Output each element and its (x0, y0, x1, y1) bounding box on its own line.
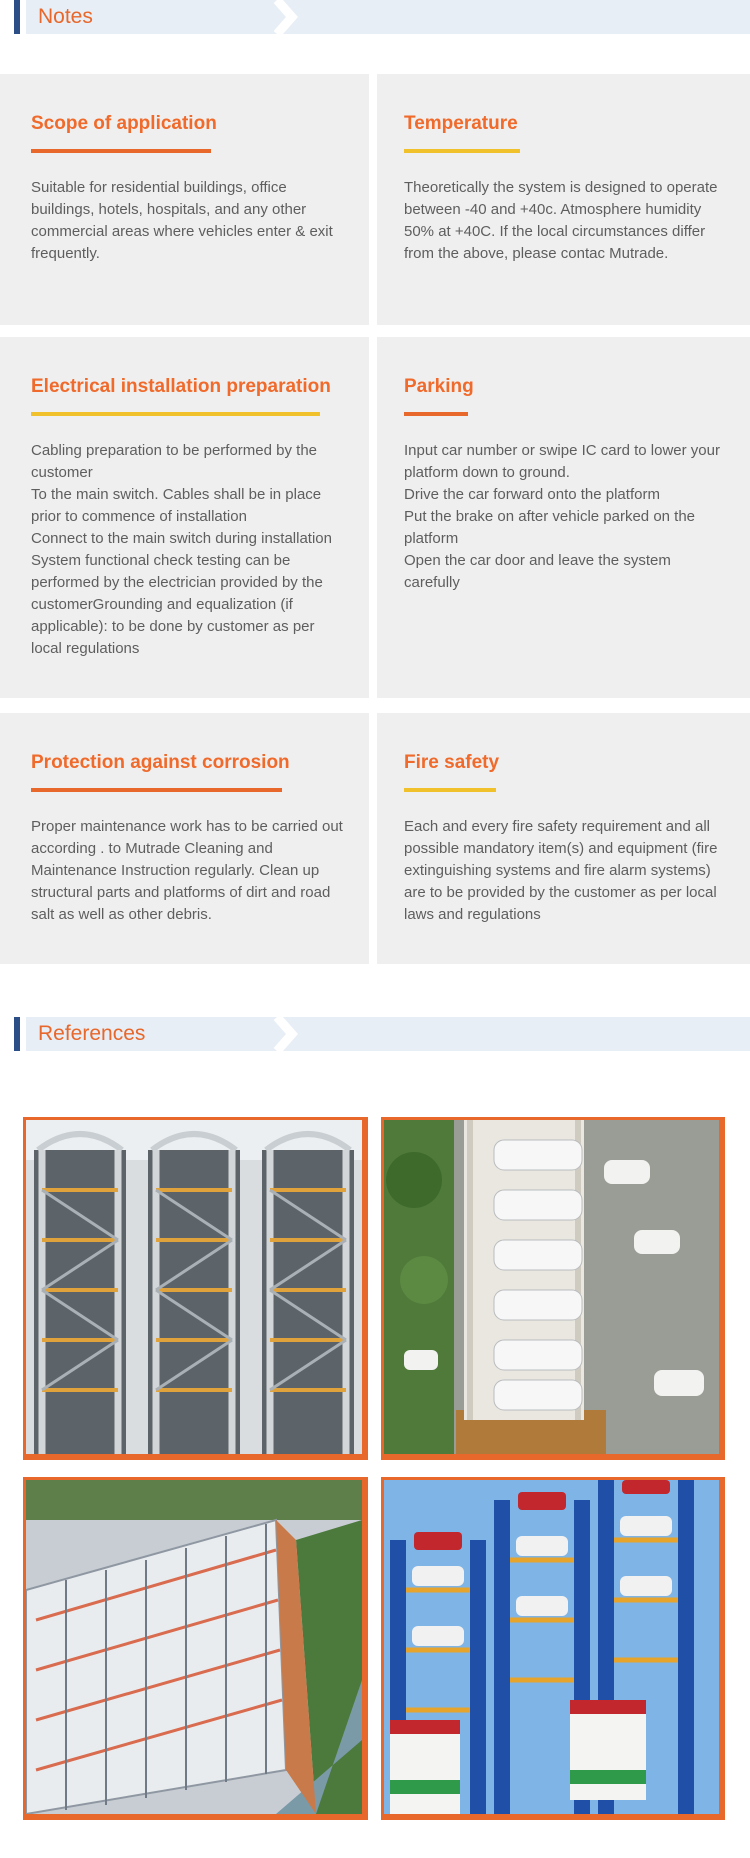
card-temperature (377, 74, 750, 325)
title-underline (31, 788, 282, 792)
card-body-line: Connect to the main switch during installation (31, 530, 332, 547)
card-protection-against-corrosion (0, 713, 369, 964)
card-body-line: Input car number or swipe IC card to lower your platform down to ground. (404, 442, 720, 481)
notes-title: Notes (38, 5, 93, 28)
card-parking (377, 337, 750, 698)
title-underline (404, 788, 496, 792)
card-body-line: Cabling preparation to be performed by the customer (31, 442, 318, 481)
title-underline (31, 149, 211, 153)
title-underline (404, 149, 520, 153)
references-section-header (14, 1017, 750, 1051)
photo-white-rotary-tower-image (384, 1120, 719, 1454)
photo-aerial-tower-rows-image (26, 1480, 362, 1814)
card-body-line: Open the car door and leave the system carefully (404, 552, 671, 591)
card-body: Suitable for residential buildings, office buildings, hotels, hospitals, and any other commercial areas where vehicles enter & exit frequently. (31, 179, 333, 262)
card-title: Parking (404, 376, 474, 397)
card-scope-of-application (0, 74, 369, 325)
title-underline (31, 412, 320, 416)
card-title: Fire safety (404, 752, 500, 773)
title-underline (404, 412, 468, 416)
photo-white-rotary-tower (381, 1117, 725, 1460)
photo-gray-rotary-towers (23, 1117, 368, 1460)
card-title: Temperature (404, 113, 518, 134)
photo-blue-rotary-towers-image (384, 1480, 719, 1814)
photo-aerial-tower-rows (23, 1477, 368, 1820)
card-electrical-installation (0, 337, 369, 698)
notes-section-header (14, 0, 750, 34)
photo-blue-rotary-towers (381, 1477, 725, 1820)
card-fire-safety (377, 713, 750, 964)
card-body: Proper maintenance work has to be carried out according . to Mutrade Cleaning and Maintenance Instruction regularly. Clean up structural parts and platforms of dirt and road salt as well as other debris. (31, 818, 343, 923)
header-accent-bar (14, 1017, 20, 1051)
card-body: Each and every fire safety requirement and all possible mandatory item(s) and equipment (fire extinguishing systems and fire alarm systems) are to be provided by the customer as per local laws and regulations (404, 818, 718, 923)
card-body-line: Drive the car forward onto the platform (404, 486, 660, 503)
card-body-line: Put the brake on after vehicle parked on the platform (404, 508, 696, 547)
header-accent-bar (14, 0, 20, 34)
header-arrow-divider (264, 1017, 298, 1051)
card-title: Scope of application (31, 113, 217, 134)
card-body-line: To the main switch. Cables shall be in place prior to commence of installation (31, 486, 322, 525)
card-body: Theoretically the system is designed to operate between -40 and +40c. Atmosphere humidity 50% at +40C. If the local circumstances differ from the above, please contac Mutrade. (404, 179, 718, 262)
header-arrow-divider (264, 0, 298, 34)
photo-gray-rotary-towers-image (26, 1120, 362, 1454)
card-body-line: System functional check testing can be performed by the electrician provided by the customerGrounding and equalization (if applicable): to be done by customer as per local regulations (31, 552, 323, 657)
card-title: Electrical installation preparation (31, 376, 331, 397)
references-title: References (38, 1022, 146, 1045)
card-title: Protection against corrosion (31, 752, 290, 773)
header-band (26, 0, 750, 34)
